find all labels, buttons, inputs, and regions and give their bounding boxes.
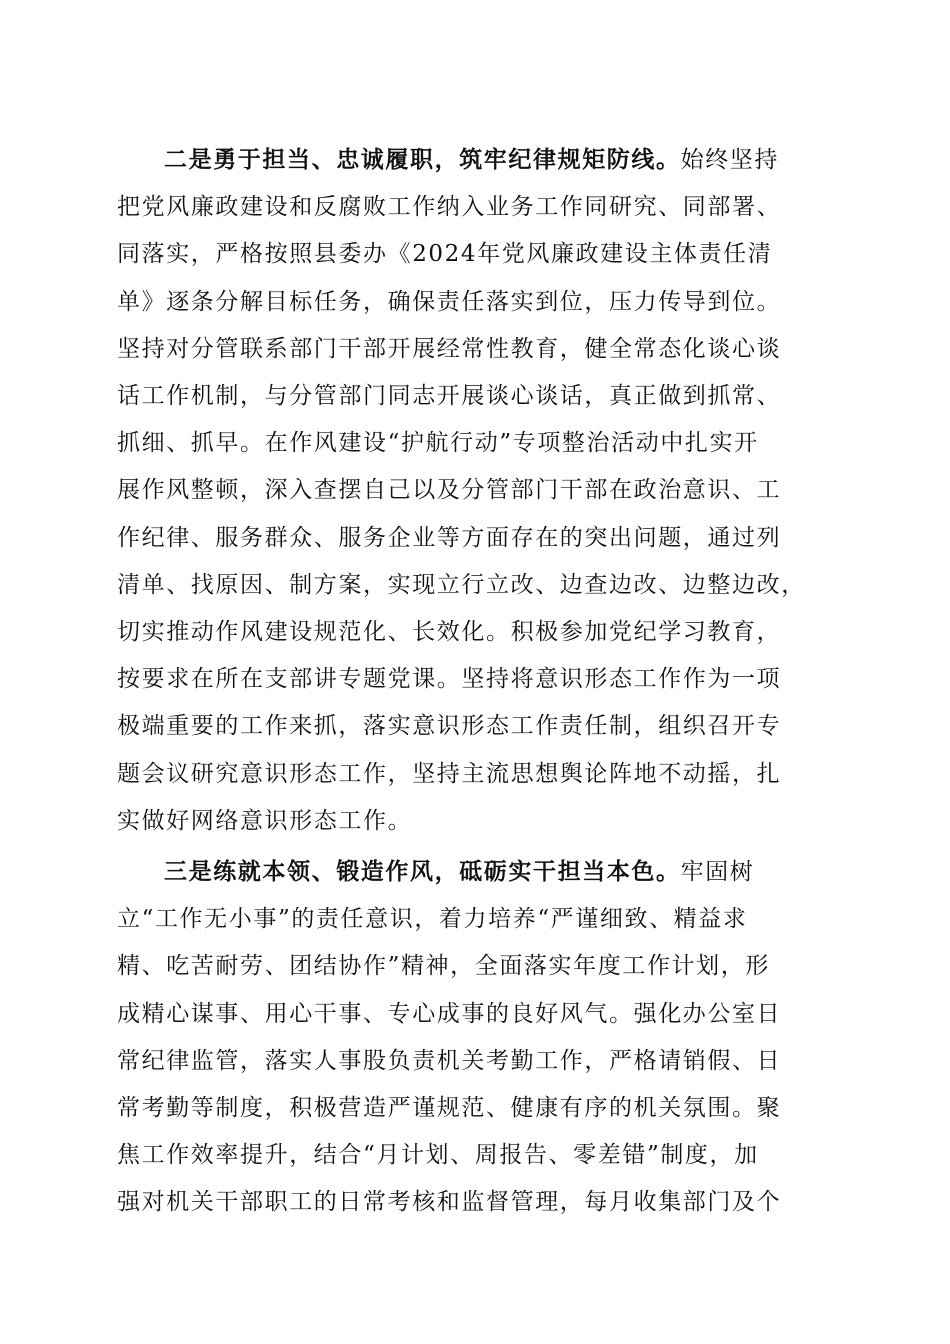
paragraph-1-line-1 <box>0 135 950 185</box>
paragraph-1-line-12: 按要求在所在支部讲专题党课。坚持将意识形态工作作为一项 <box>117 666 782 692</box>
paragraph-1-line-11: 切实推动作风建设规范化、长效化。积极参加党纪学习教育， <box>117 619 782 645</box>
paragraph-2-line-2: 立“工作无小事”的责任意识，着力培养“严谨细致、精益求 <box>117 906 748 932</box>
paragraph-1-line-5: 坚持对分管联系部门干部开展经常性教育，健全常态化谈心谈 <box>117 336 782 362</box>
paragraph-2-line-7: 焦工作效率提升，结合“月计划、周报告、零差错”制度，加 <box>117 1142 759 1168</box>
paragraph-2-line-1 <box>0 847 950 897</box>
paragraph-2-line-5: 常纪律监管，落实人事股负责机关考勤工作，严格请销假、日 <box>117 1048 782 1074</box>
paragraph-1-heading: 二是勇于担当、忠诚履职，筑牢纪律规矩防线。 <box>164 146 681 173</box>
paragraph-1-line-15: 实做好网络意识形态工作。 <box>117 808 413 834</box>
paragraph-2-line-4: 成精心谋事、用心干事、专心成事的良好风气。强化办公室日 <box>117 1001 782 1027</box>
paragraph-1-line-8: 展作风整顿，深入查摆自己以及分管部门干部在政治意识、工 <box>117 477 782 503</box>
paragraph-1-line-2: 把党风廉政建设和反腐败工作纳入业务工作同研究、同部署、 <box>117 194 782 220</box>
paragraph-1-line-14: 题会议研究意识形态工作，坚持主流思想舆论阵地不动摇，扎 <box>117 761 782 787</box>
paragraph-2-text: 牢固树 <box>680 859 755 885</box>
paragraph-2-line-6: 常考勤等制度，积极营造严谨规范、健康有序的机关氛围。聚 <box>117 1095 782 1121</box>
paragraph-2-heading: 三是练就本领、锻造作风，砥砺实干担当本色。 <box>164 858 681 885</box>
paragraph-1-text: 始终坚持 <box>680 147 780 173</box>
paragraph-1-line-4: 单》逐条分解目标任务，确保责任落实到位，压力传导到位。 <box>117 289 782 315</box>
paragraph-2-line-8: 强对机关干部职工的日常考核和监督管理，每月收集部门及个 <box>117 1189 782 1215</box>
paragraph-1-line-9: 作纪律、服务群众、服务企业等方面存在的突出问题，通过列 <box>117 525 782 551</box>
paragraph-1-line-6: 话工作机制，与分管部门同志开展谈心谈话，真正做到抓常、 <box>117 383 782 409</box>
paragraph-1-line-10: 清单、找原因、制方案，实现立行立改、边查边改、边整边改， <box>117 572 806 598</box>
paragraph-1-line-3: 同落实，严格按照县委办《2024年党风廉政建设主体责任清 <box>117 241 773 267</box>
paragraph-1-line-13: 极端重要的工作来抓，落实意识形态工作责任制，组织召开专 <box>117 713 782 739</box>
paragraph-2-line-3: 精、吃苦耐劳、团结协作”精神，全面落实年度工作计划，形 <box>117 953 770 979</box>
paragraph-1-line-7: 抓细、抓早。在作风建设“护航行动”专项整治活动中扎实开 <box>117 430 759 456</box>
